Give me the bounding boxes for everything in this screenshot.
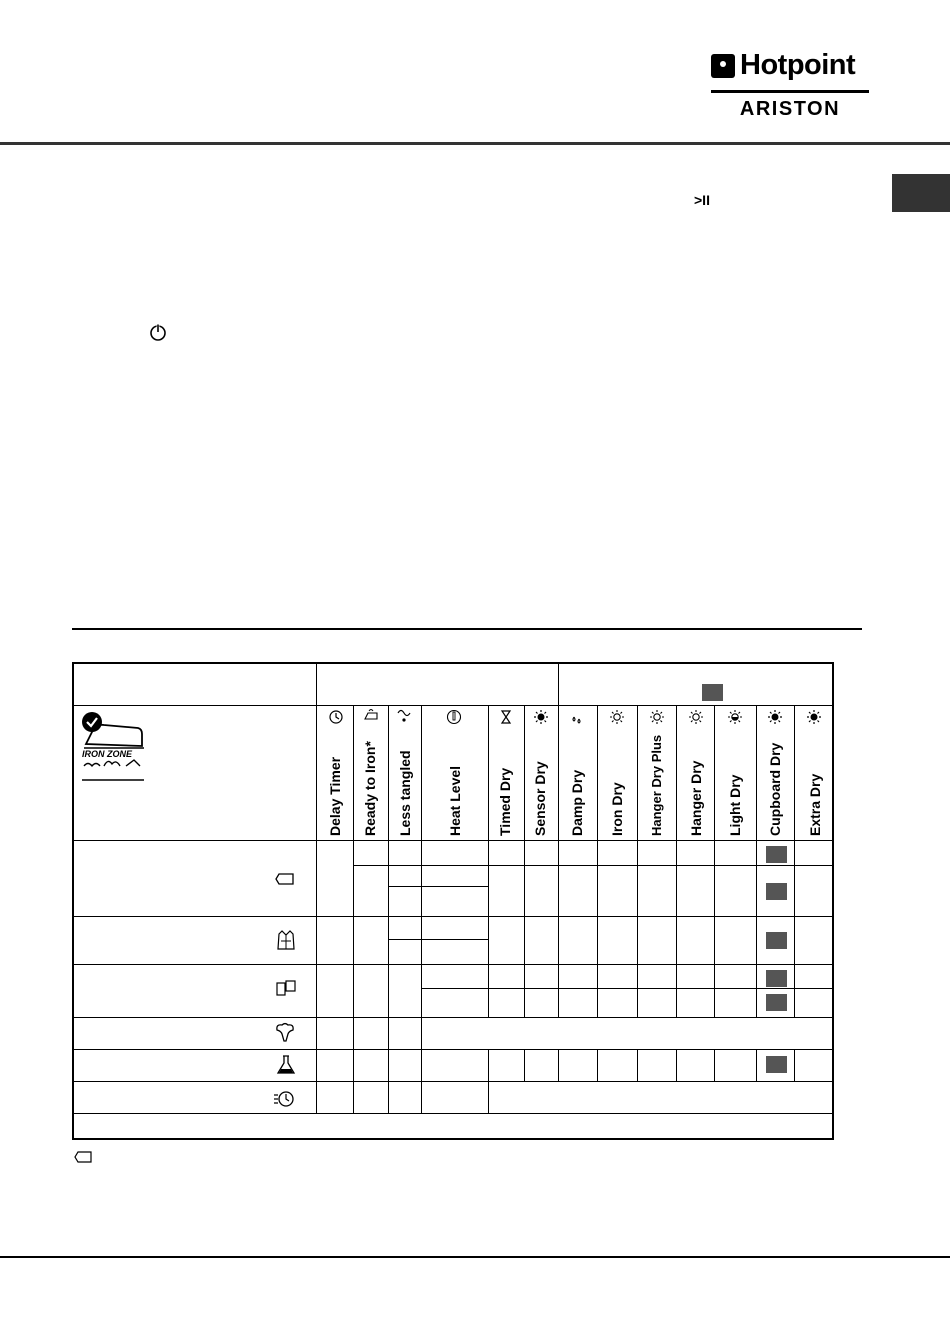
sun-sensor-icon	[533, 709, 549, 725]
column-timed-dry: Timed Dry	[497, 767, 513, 836]
column-damp-dry: Damp Dry	[569, 769, 585, 836]
table-rule	[558, 1050, 559, 1082]
table-rule	[388, 886, 488, 887]
iron-steam-icon	[363, 707, 379, 723]
table-rule	[73, 840, 833, 841]
towels-icon	[275, 977, 297, 999]
sun-icon	[609, 709, 625, 725]
option-marker	[766, 883, 787, 900]
brand-name: Hotpoint	[740, 49, 856, 81]
column-heat-level: Heat Level	[447, 765, 463, 836]
table-rule	[73, 916, 833, 917]
table-rule	[794, 705, 795, 1018]
sun-icon	[649, 709, 665, 725]
column-extra-dry: Extra Dry	[807, 773, 823, 836]
column-hanger-dry: Hanger Dry	[688, 760, 704, 836]
table-rule	[353, 705, 354, 1113]
start-pause-symbol: >II	[694, 192, 710, 208]
table-rule	[524, 705, 525, 1018]
footer-rule	[0, 1256, 950, 1258]
column-hanger-dry-plus: Hanger Dry Plus	[649, 734, 664, 836]
table-rule	[597, 1050, 598, 1082]
table-rule	[421, 705, 422, 1113]
table-rule	[676, 1050, 677, 1082]
table-rule	[524, 1050, 525, 1082]
programme-options-table	[72, 662, 834, 1140]
sun-icon	[688, 709, 704, 725]
iron-zone-icon	[80, 710, 146, 782]
option-marker	[766, 846, 787, 863]
table-rule	[73, 964, 833, 965]
sun-full-icon	[806, 709, 822, 725]
column-cupboard-dry: Cupboard Dry	[767, 742, 783, 836]
column-sensor-dry: Sensor Dry	[532, 761, 548, 836]
brand-sub-name: ARISTON	[739, 98, 841, 120]
table-rule	[597, 705, 598, 1018]
table-rule	[676, 705, 677, 1018]
label-tag-icon	[74, 1151, 92, 1163]
table-rule	[73, 1017, 833, 1018]
sun-half-icon	[727, 709, 743, 725]
brand-divider	[711, 90, 869, 93]
table-rule	[637, 1050, 638, 1082]
column-delay-timer: Delay Timer	[327, 756, 343, 836]
flask-icon	[275, 1054, 297, 1076]
table-rule	[558, 663, 559, 705]
option-marker	[766, 1056, 787, 1073]
tangle-icon	[396, 707, 412, 723]
thermometer-icon	[446, 709, 462, 725]
table-rule	[73, 705, 833, 706]
hourglass-icon	[498, 709, 514, 725]
table-rule	[353, 865, 833, 866]
table-rule	[794, 1050, 795, 1082]
section-rule	[72, 628, 862, 630]
column-iron-dry: Iron Dry	[609, 782, 625, 836]
language-tab	[892, 174, 950, 212]
sun-full-icon	[767, 709, 783, 725]
table-rule	[73, 1113, 833, 1114]
option-marker	[766, 970, 787, 987]
column-less-tangled: Less tangled	[397, 750, 413, 836]
table-rule	[637, 705, 638, 1018]
table-rule	[488, 705, 489, 1018]
table-rule	[714, 705, 715, 1018]
label-tag-icon	[274, 868, 296, 890]
table-rule	[388, 939, 488, 940]
table-rule	[714, 1050, 715, 1082]
table-rule	[73, 1081, 833, 1082]
table-rule	[756, 1050, 757, 1082]
wool-icon	[274, 1021, 296, 1043]
table-rule	[316, 663, 317, 1113]
fast-clock-icon	[273, 1087, 295, 1109]
option-marker	[766, 994, 787, 1011]
option-marker	[766, 932, 787, 949]
header-rule	[0, 142, 950, 145]
brand-logo-icon	[711, 54, 735, 78]
clock-icon	[328, 709, 344, 725]
drops-icon	[569, 711, 585, 727]
table-rule	[756, 705, 757, 1018]
table-rule	[421, 988, 833, 989]
power-icon	[148, 322, 168, 342]
iron-zone-label: IRON ZONE	[82, 749, 133, 759]
table-rule	[388, 705, 389, 1113]
option-marker	[702, 684, 723, 701]
column-light-dry: Light Dry	[727, 774, 743, 836]
table-rule	[558, 705, 559, 1018]
table-rule	[73, 1049, 833, 1050]
shirt-icon	[275, 929, 297, 951]
column-ready-to-iron: Ready to Iron*	[362, 741, 378, 836]
